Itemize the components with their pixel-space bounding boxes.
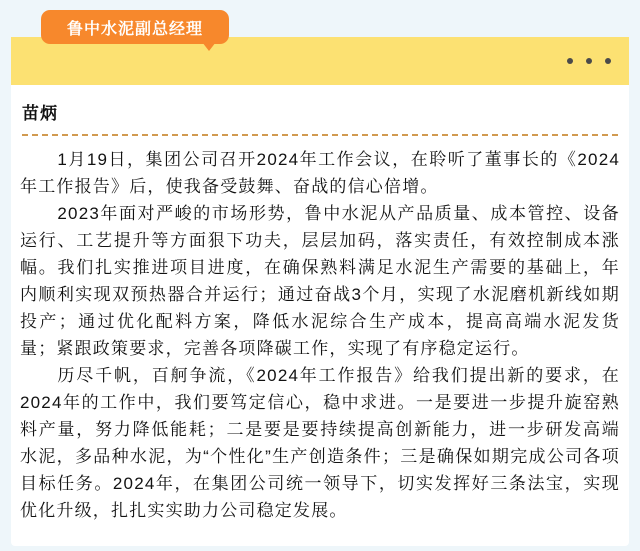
role-badge	[41, 10, 229, 44]
article-paragraph: 历尽千帆，百舸争流，《2024年工作报告》给我们提出新的要求，在2024年的工作中，我们要笃定信心，稳中求进。一是要进一步提升旋窑熟料产量，努力降低能耗；二是要是要持续提高创新能力，进一步研发高端水泥，多品种水泥，为“个性化”生产创造条件；三是确保如期完成公司各项目标任务。2024年，在集团公司统一领导下，切实发挥好三条法宝，实现优化升级，扎扎实实助力公司稳定发展。	[20, 366, 620, 520]
role-badge-label: 鲁中水泥副总经理	[67, 20, 204, 38]
article-paragraph: 1月19日，集团公司召开2024年工作会议，在聆听了董事长的《2024年工作报告》后，使我备受鼓舞、奋战的信心倍增。	[20, 150, 620, 196]
article-body	[20, 146, 620, 524]
article-card	[11, 20, 629, 546]
dot-icon	[586, 58, 592, 64]
badge-pointer-icon	[202, 42, 216, 51]
dot-icon	[567, 58, 573, 64]
author-name: 苗炳	[22, 104, 58, 123]
more-options-icon[interactable]	[567, 58, 611, 64]
article-content	[11, 85, 629, 546]
article-paragraph: 2023年面对严峻的市场形势，鲁中水泥从产品质量、成本管控、设备运行、工艺提升等方面狠下功夫，层层加码，落实责任，有效控制成本涨幅。我们扎实推进项目进度，在确保熟料满足水泥生产需要的基础上，年内顺利实现双预热器合并运行；通过奋战3个月，实现了水泥磨机新线如期投产；通过优化配料方案，降低水泥综合生产成本，提高高端水泥发货量；紧跟政策要求，完善各项降碳工作，实现了有序稳定运行。	[20, 204, 620, 358]
dot-icon	[605, 58, 611, 64]
dashed-divider	[22, 134, 618, 136]
card-header-banner	[11, 20, 629, 85]
